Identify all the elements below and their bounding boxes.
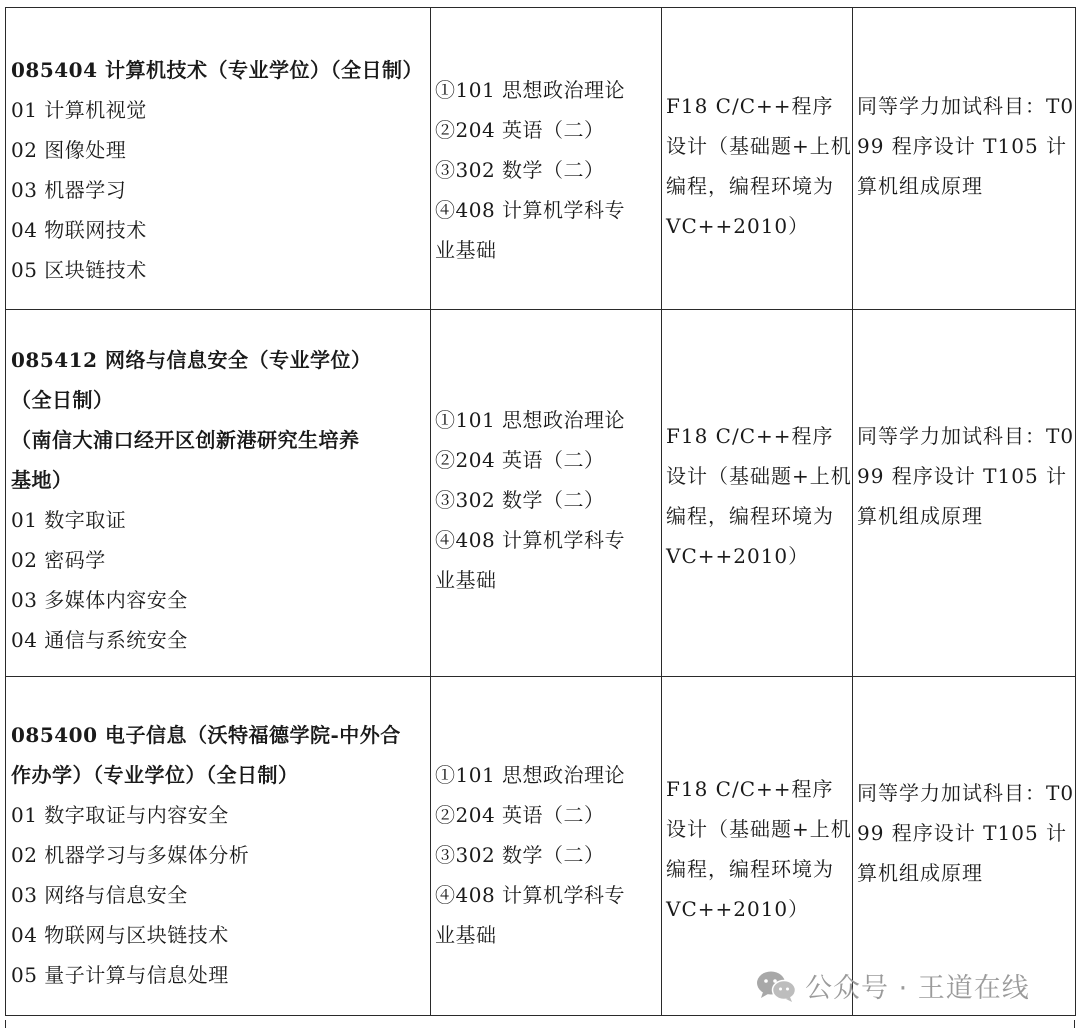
major-title-cont: （南信大浦口经开区创新港研究生培养 (11, 428, 360, 452)
table-row (6, 310, 1076, 677)
major-title: 085404 计算机技术（专业学位）（全日制） (11, 58, 423, 82)
direction-item: 05 区块链技术 (11, 258, 147, 282)
exam-subject: ④408 计算机学科专 (435, 883, 626, 907)
extra-subjects-text: 同等学力加试科目：T099 程序设计 T105 计算机组成原理 (857, 94, 1075, 198)
major-title-cont: 基地） (11, 468, 73, 492)
exam-subject: 业基础 (435, 238, 497, 262)
retest-cell (662, 310, 853, 677)
exam-subject: ①101 思想政治理论 (435, 78, 626, 102)
exam-subject: ③302 数学（二） (435, 158, 605, 182)
direction-item: 04 物联网与区块链技术 (11, 923, 229, 947)
major-cell (6, 8, 431, 310)
direction-item: 03 网络与信息安全 (11, 883, 188, 907)
direction-item: 02 密码学 (11, 548, 106, 572)
exam-subject: ①101 思想政治理论 (435, 763, 626, 787)
table-continuation (5, 1020, 1075, 1028)
extra-subjects-text: 同等学力加试科目：T099 程序设计 T105 计算机组成原理 (857, 424, 1075, 528)
extra-subjects-text: 同等学力加试科目：T099 程序设计 T105 计算机组成原理 (857, 781, 1075, 885)
watermark-text: 公众号 · 王道在线 (805, 973, 1030, 1004)
retest-text: F18 C/C++程序设计（基础题+上机编程，编程环境为 VC++2010） (666, 424, 852, 568)
watermark (755, 966, 1030, 1005)
direction-item: 03 机器学习 (11, 178, 127, 202)
retest-text: F18 C/C++程序设计（基础题+上机编程，编程环境为 VC++2010） (666, 94, 852, 238)
major-title: 085412 网络与信息安全（专业学位） (11, 348, 372, 372)
exam-subject: ②204 英语（二） (435, 448, 605, 472)
direction-item: 01 计算机视觉 (11, 98, 147, 122)
table-row (6, 8, 1076, 310)
direction-item: 02 机器学习与多媒体分析 (11, 843, 250, 867)
exam-subject: ④408 计算机学科专 (435, 198, 626, 222)
major-title-cont: 作办学）（专业学位）（全日制） (11, 763, 299, 787)
exam-subject: ①101 思想政治理论 (435, 408, 626, 432)
exam-subject: ③302 数学（二） (435, 488, 605, 512)
exam-subject: 业基础 (435, 923, 497, 947)
direction-item: 03 多媒体内容安全 (11, 588, 188, 612)
major-cell (6, 677, 431, 1016)
retest-cell (662, 8, 853, 310)
direction-item: 01 数字取证与内容安全 (11, 803, 229, 827)
program-table (5, 7, 1076, 1016)
major-title: 085400 电子信息（沃特福德学院-中外合 (11, 723, 401, 747)
retest-text: F18 C/C++程序设计（基础题+上机编程，编程环境为 VC++2010） (666, 777, 852, 921)
direction-item: 02 图像处理 (11, 138, 127, 162)
exam-subjects-cell (431, 8, 662, 310)
wechat-icon (755, 969, 797, 1003)
direction-item: 04 通信与系统安全 (11, 628, 188, 652)
retest-cell (662, 677, 853, 1016)
extra-subjects-cell (853, 677, 1076, 1016)
exam-subjects-cell (431, 310, 662, 677)
extra-subjects-cell (853, 310, 1076, 677)
extra-subjects-cell (853, 8, 1076, 310)
exam-subject: ③302 数学（二） (435, 843, 605, 867)
table-row (6, 677, 1076, 1016)
direction-item: 04 物联网技术 (11, 218, 147, 242)
exam-subject: ②204 英语（二） (435, 803, 605, 827)
major-title-cont: （全日制） (11, 388, 114, 412)
exam-subject: ②204 英语（二） (435, 118, 605, 142)
direction-item: 01 数字取证 (11, 508, 127, 532)
direction-item: 05 量子计算与信息处理 (11, 963, 229, 987)
exam-subject: 业基础 (435, 568, 497, 592)
major-cell (6, 310, 431, 677)
exam-subjects-cell (431, 677, 662, 1016)
exam-subject: ④408 计算机学科专 (435, 528, 626, 552)
